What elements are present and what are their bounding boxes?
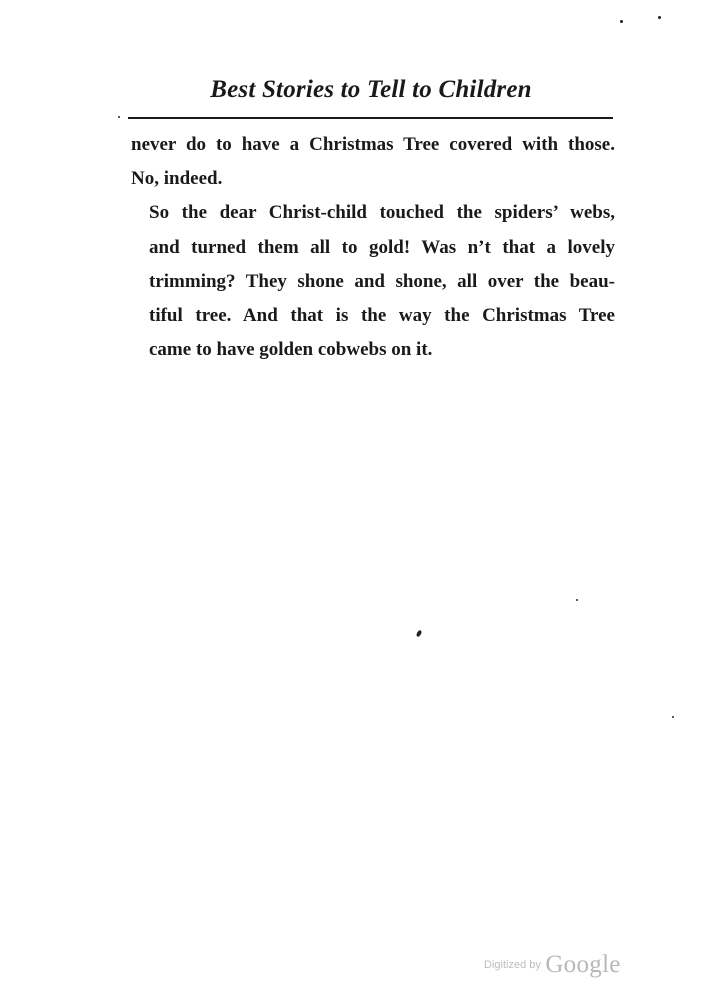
- digitized-label: Digitized by: [484, 959, 541, 971]
- scan-speck: [620, 20, 623, 23]
- scan-speck: [672, 716, 674, 718]
- scan-speck: [416, 629, 423, 637]
- text-line: came to have golden cobwebs on it.: [149, 339, 433, 361]
- scan-speck: [576, 599, 578, 601]
- text-line: and turned them all to gold! Was n’t that a lovely: [149, 236, 615, 258]
- running-title: Best Stories to Tell to Children: [210, 76, 532, 103]
- text-line: trimming? They shone and shone, all over the beau-: [149, 270, 615, 292]
- scan-speck: [658, 16, 661, 19]
- text-line: tiful tree. And that is the way the Christmas Tree: [149, 305, 615, 327]
- header-rule: [128, 117, 613, 119]
- google-logo: Google: [545, 951, 621, 978]
- page-body: [131, 128, 615, 367]
- text-line: never do to have a Christmas Tree covered with those.: [131, 134, 615, 155]
- google-watermark: [484, 951, 621, 979]
- paragraph-1: [131, 128, 615, 196]
- scan-speck: [118, 116, 120, 118]
- text-line: So the dear Christ-child touched the spiders’ webs,: [149, 202, 615, 224]
- paragraph-2: [131, 196, 615, 367]
- text-line: No, indeed.: [131, 168, 223, 190]
